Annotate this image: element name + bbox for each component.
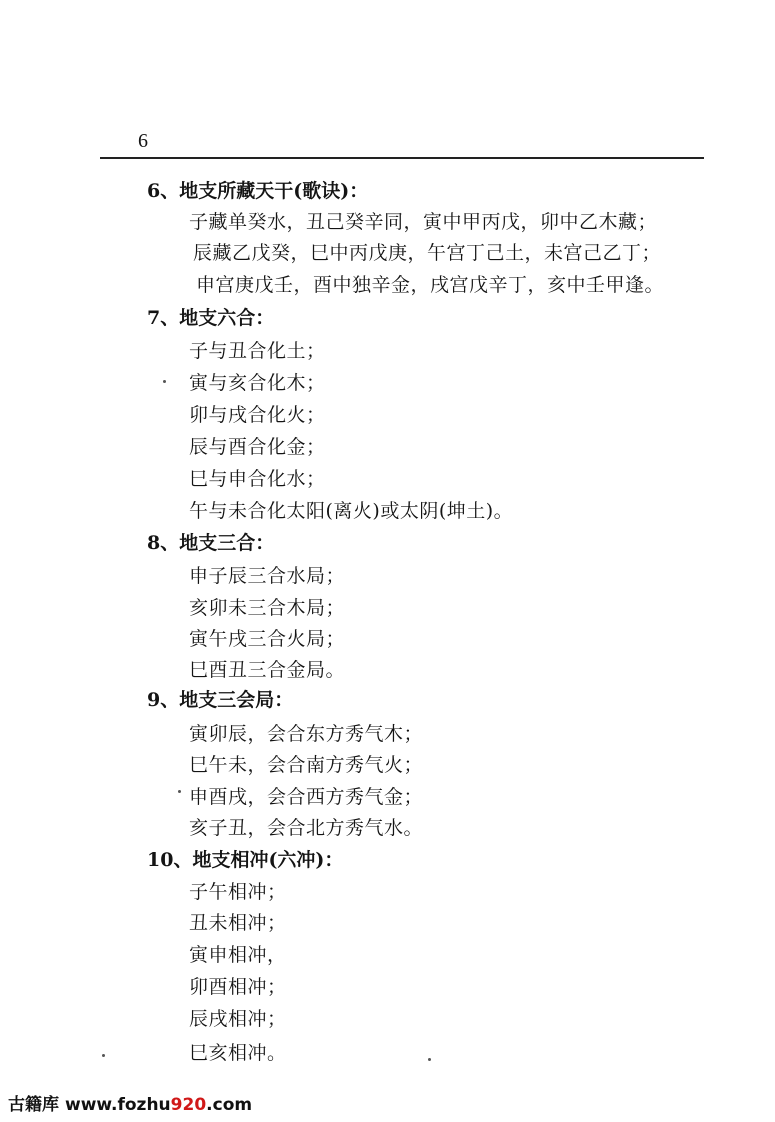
section-9-line-4: 亥子丑，会合北方秀气水。 (189, 817, 424, 839)
footer-url-prefix: www.fozhu (65, 1095, 171, 1115)
section-heading-10: 10、地支相冲(六冲)： (147, 849, 344, 871)
footer-url-accent: 920 (170, 1095, 207, 1115)
section-8-line-3: 寅午戌三合火局； (189, 628, 346, 650)
section-heading-7: 7、地支六合： (147, 307, 275, 329)
section-9-line-1: 寅卯辰，会合东方秀气木； (189, 723, 424, 745)
section-heading-8: 8、地支三合： (147, 532, 275, 554)
footer-watermark (8, 1090, 252, 1115)
scan-speck (178, 790, 181, 793)
section-6-line-1: 子藏单癸水，丑己癸辛同，寅中甲丙戊，卯中乙木藏； (189, 211, 658, 233)
section-10-line-4: 卯酉相冲； (189, 976, 287, 998)
section-7-line-4: 辰与酉合化金； (189, 436, 326, 458)
section-10-line-6: 巳亥相冲。 (189, 1042, 287, 1064)
section-10-line-2: 丑未相冲； (189, 912, 287, 934)
section-heading-9: 9、地支三会局： (147, 689, 294, 711)
footer-brand: 古籍库 (8, 1095, 59, 1115)
scan-speck (163, 380, 166, 383)
section-10-line-5: 辰戌相冲； (189, 1008, 287, 1030)
section-heading-6: 6、地支所藏天干(歌诀)： (147, 180, 369, 202)
section-8-line-2: 亥卯未三合木局； (189, 597, 346, 619)
footer-url-suffix: .com (206, 1095, 253, 1115)
scan-speck (102, 1054, 105, 1057)
section-10-line-1: 子午相冲； (189, 881, 287, 903)
section-7-line-3: 卯与戌合化火； (189, 404, 326, 426)
section-7-line-2: 寅与亥合化木； (189, 372, 326, 394)
section-9-line-3: 申酉戌，会合西方秀气金； (189, 786, 424, 808)
section-8-line-1: 申子辰三合水局； (189, 565, 346, 587)
section-6-line-2: 辰藏乙戊癸，巳中丙戊庚，午宫丁己土，未宫己乙丁； (193, 242, 662, 264)
section-7-line-1: 子与丑合化土； (189, 340, 326, 362)
section-6-line-3: 申宫庚戊壬，酉中独辛金，戌宫戊辛丁，亥中壬甲逢。 (196, 274, 665, 296)
section-8-line-4: 巳酉丑三合金局。 (189, 659, 346, 681)
page-number: 6 (138, 130, 148, 152)
section-10-line-3: 寅申相冲， (189, 944, 287, 966)
footer-url[interactable] (65, 1095, 252, 1115)
section-7-line-5: 巳与申合化水； (189, 468, 326, 490)
header-rule (100, 157, 704, 159)
section-9-line-2: 巳午未，会合南方秀气火； (189, 754, 424, 776)
section-7-line-6: 午与未合化太阳(离火)或太阴(坤土)。 (189, 500, 514, 522)
scan-speck (428, 1058, 431, 1061)
